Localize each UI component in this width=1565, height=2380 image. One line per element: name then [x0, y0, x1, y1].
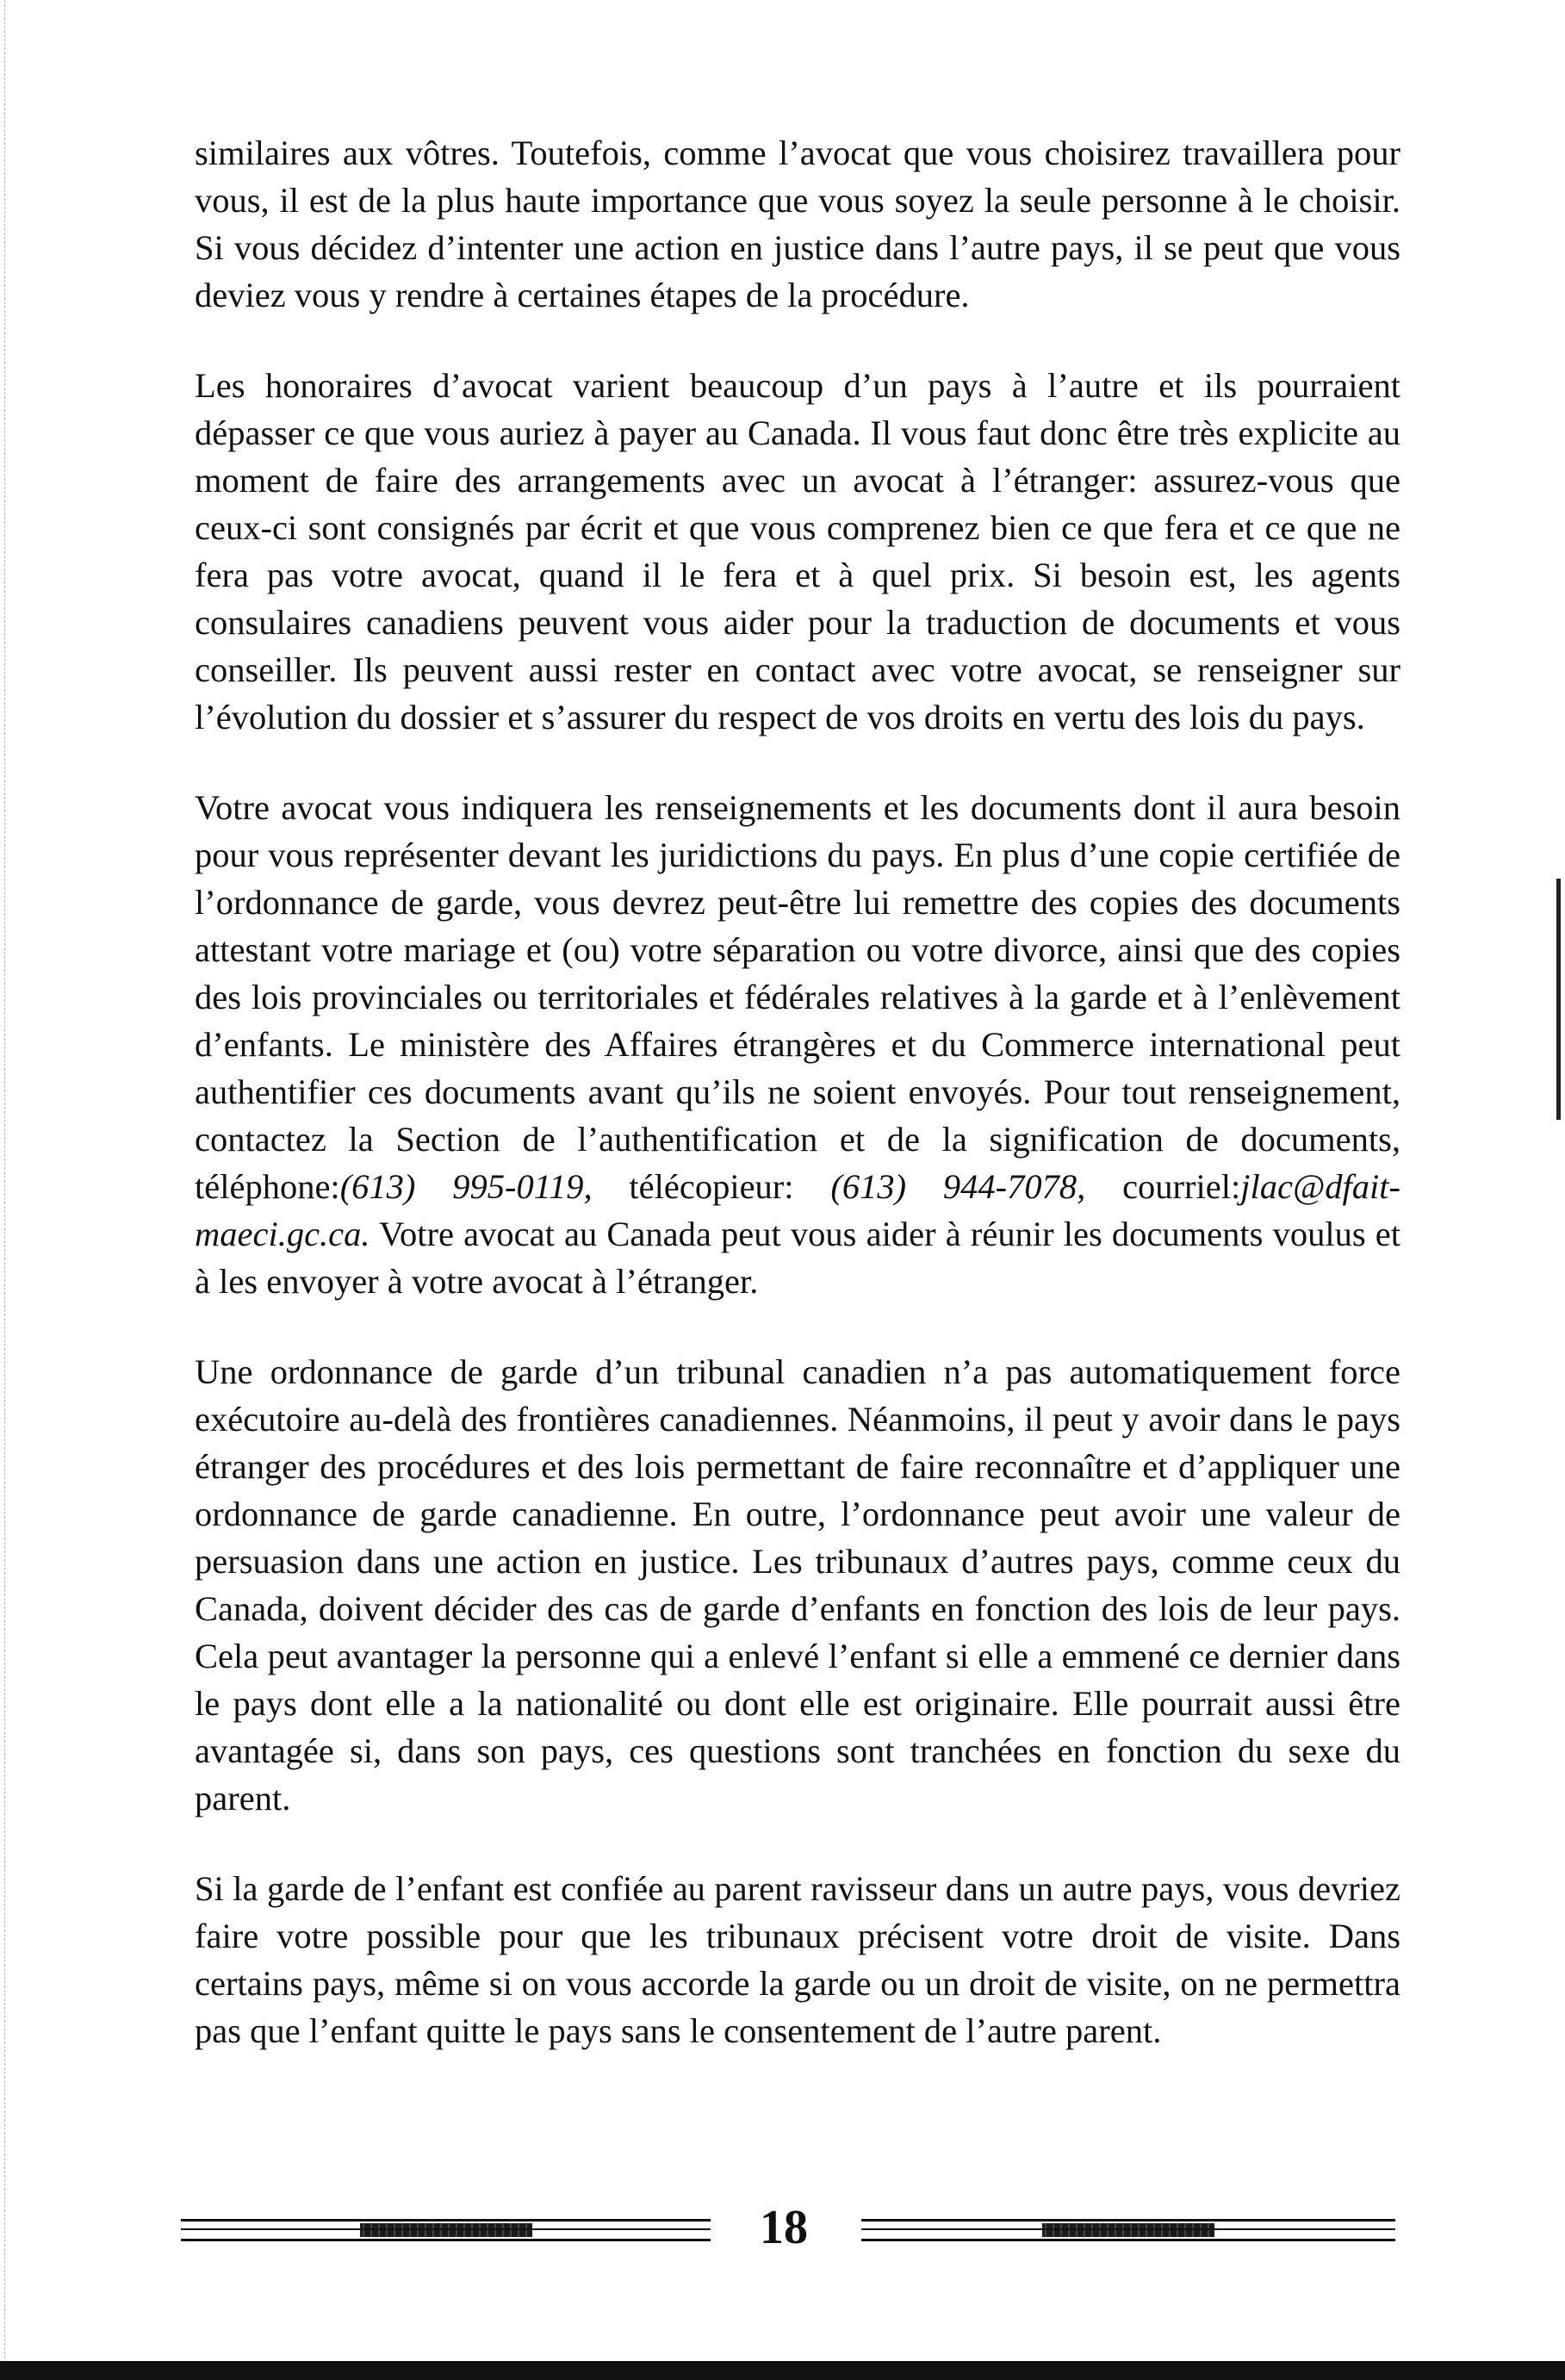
page-footer: [0, 2197, 1565, 2265]
body-text: [195, 129, 1400, 2097]
paragraph-5: Si la garde de l’enfant est confiée au parent ravisseur dans un autre pays, vous devriez faire votre possible pour que les tribunaux précisent votre droit de visite. Dans certains pays, même si on vous accorde la garde ou un droit de visite, on ne permettra pas que l’enfant quitte le pays sans le consentement de l’autre parent.: [195, 1869, 1400, 2050]
phone-number: (613) 995-0119,: [339, 1167, 593, 1206]
scan-bottom-edge: [0, 2361, 1565, 2380]
paragraph-1: similaires aux vôtres. Toutefois, comme l’avocat que vous choisirez travaillera pour vous, il est de la plus haute importance que vous soyez la seule personne à le choisir. Si vous décidez d’intenter une action en justice dans l’autre pays, il se peut que vous deviez vous y rendre à certaines étapes de la procédure.: [195, 134, 1400, 314]
footer-rule-right: [861, 2219, 1395, 2241]
fax-number: (613) 944-7078,: [830, 1167, 1086, 1206]
footer-rule-left: [181, 2219, 711, 2241]
footer-rule-right-band: [1042, 2223, 1214, 2237]
paragraph-2: Les honoraires d’avocat varient beaucoup d’un pays à l’autre et ils pourraient dépasser ce que vous auriez à payer au Canada. Il vous faut donc être très explicite au moment de faire des arrangements avec un avocat à l’étranger: assurez-vous que ceux-ci sont consignés par écrit et que vous comprenez bien ce que fera et ce que ne fera pas votre avocat, quand il le fera et à quel prix. Si besoin est, les agents consulaires canadiens peuvent vous aider pour la traduction de documents et vous conseiller. Ils peuvent aussi rester en contact avec votre avocat, se renseigner sur l’évolution du dossier et s’assurer du respect de vos droits en vertu des lois du pays.: [195, 366, 1400, 736]
scan-left-edge: [0, 0, 5, 2380]
paragraph-3: [195, 784, 1400, 1305]
page-number: 18: [760, 2201, 808, 2254]
fax-label: télécopieur:: [592, 1167, 831, 1206]
paragraph-3-text: Votre avocat vous indiquera les renseignements et les documents dont il aura besoin pour vous représenter devant les juridictions du pays. En plus d’une copie certifiée de l’ordonnance de garde, vous devrez peut-être lui remettre des copies des documents attestant votre mariage et (ou) votre séparation ou votre divorce, ainsi que des copies des lois provinciales ou territoriales et fédérales relatives à la garde et à l’enlèvement d’enfants. Le ministère des Affaires étrangères et du Commerce international peut authentifier ces documents avant qu’ils ne soient envoyés. Pour tout renseignement, contactez la Section de l’authentification et de la signification de documents, téléphone:: [195, 788, 1400, 1206]
email-address: jlac@dfait-maeci.gc.ca.: [195, 1167, 1400, 1253]
scan-right-edge-mark: [1556, 879, 1561, 1120]
email-label: courriel:: [1085, 1167, 1241, 1206]
paragraph-4: Une ordonnance de garde d’un tribunal canadien n’a pas automatiquement force exécutoire au-delà des frontières canadiennes. Néanmoins, il peut y avoir dans le pays étranger des procédures et des lois permettant de faire reconnaître et d’appliquer une ordonnance de garde canadienne. En outre, l’ordonnance peut avoir une valeur de persuasion dans une action en justice. Les tribunaux d’autres pays, comme ceux du Canada, doivent décider des cas de garde d’enfants en fonction des lois de leur pays. Cela peut avantager la personne qui a enlevé l’enfant si elle a emmené ce dernier dans le pays dont elle a la nationalité ou dont elle est originaire. Elle pourrait aussi être avantagée si, dans son pays, ces questions sont tranchées en fonction du sexe du parent.: [195, 1352, 1400, 1818]
paragraph-3-end: Votre avocat au Canada peut vous aider à réunir les documents voulus et à les envoyer à votre avocat à l’étranger.: [195, 1215, 1400, 1301]
footer-rule-left-band: [360, 2223, 532, 2237]
